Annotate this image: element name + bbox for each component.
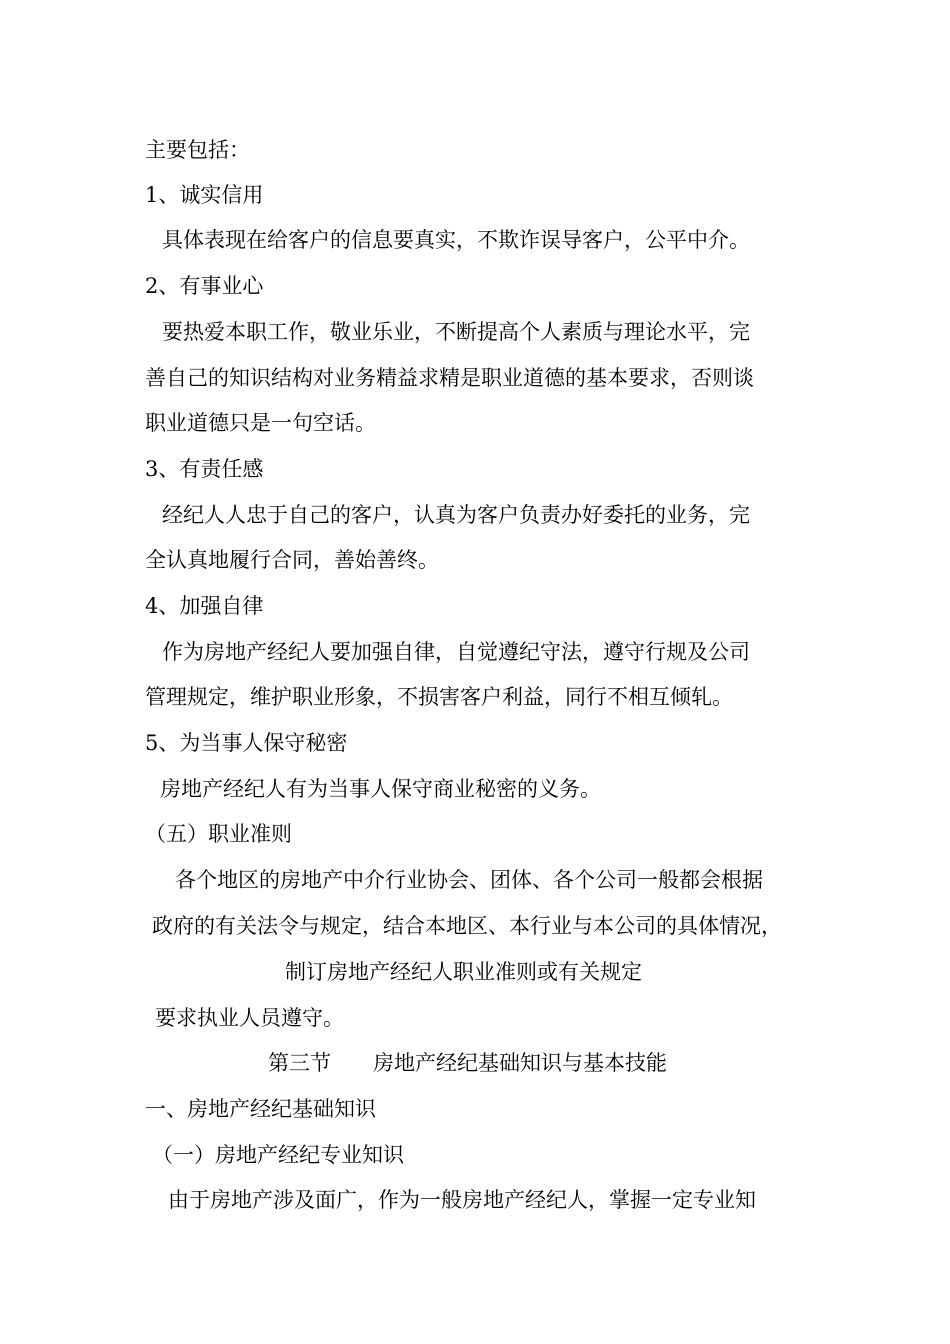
- item-4-text-line-2: 管理规定，维护职业形象，不损害客户利益，同行不相互倾轧。: [145, 685, 733, 709]
- item-3-text-line-2: 全认真地履行合同，善始善终。: [145, 548, 439, 572]
- item-1-text: 具体表现在给客户的信息要真实，不欺诈误导客户，公平中介。: [162, 228, 750, 252]
- item-3-heading: 3、有责任感: [145, 457, 264, 481]
- item-4-heading: 4、加强自律: [145, 594, 264, 618]
- section-five-heading: （五）职业准则: [145, 822, 292, 846]
- item-2-text-line-2: 善自己的知识结构对业务精益求精是职业道德的基本要求，否则谈: [145, 366, 754, 390]
- intro-line: 主要包括：: [145, 138, 250, 162]
- item-5-text: 房地产经纪人有为当事人保守商业秘密的义务。: [160, 777, 601, 801]
- section-five-text-line-1: 各个地区的房地产中介行业协会、团体、各个公司一般都会根据: [175, 868, 763, 892]
- subsection-one-text: 由于房地产涉及面广，作为一般房地产经纪人，掌握一定专业知: [168, 1188, 756, 1212]
- section-five-text-line-2: 政府的有关法令与规定，结合本地区、本行业与本公司的具体情况，: [152, 914, 782, 938]
- section-five-text-line-4: 要求执业人员遵守。: [155, 1006, 344, 1030]
- subsection-one-heading: （一）房地产经纪专业知识: [152, 1143, 404, 1167]
- item-5-heading: 5、为当事人保守秘密: [145, 731, 348, 755]
- item-1-heading: 1、诚实信用: [145, 183, 264, 207]
- item-2-text-line-1: 要热爱本职工作，敬业乐业，不断提高个人素质与理论水平，完: [162, 320, 750, 344]
- item-3-text-line-1: 经纪人人忠于自己的客户，认真为客户负责办好委托的业务，完: [162, 503, 750, 527]
- item-2-text-line-3: 职业道德只是一句空话。: [145, 411, 376, 435]
- item-2-heading: 2、有事业心: [145, 274, 264, 298]
- item-4-text-line-1: 作为房地产经纪人要加强自律，自觉遵纪守法，遵守行规及公司: [162, 640, 750, 664]
- section-five-text-line-3: 制订房地产经纪人职业准则或有关规定: [285, 960, 642, 984]
- chapter-section-title: 第三节 房地产经纪基础知识与基本技能: [268, 1051, 667, 1075]
- part-one-heading: 一、房地产经纪基础知识: [145, 1097, 376, 1121]
